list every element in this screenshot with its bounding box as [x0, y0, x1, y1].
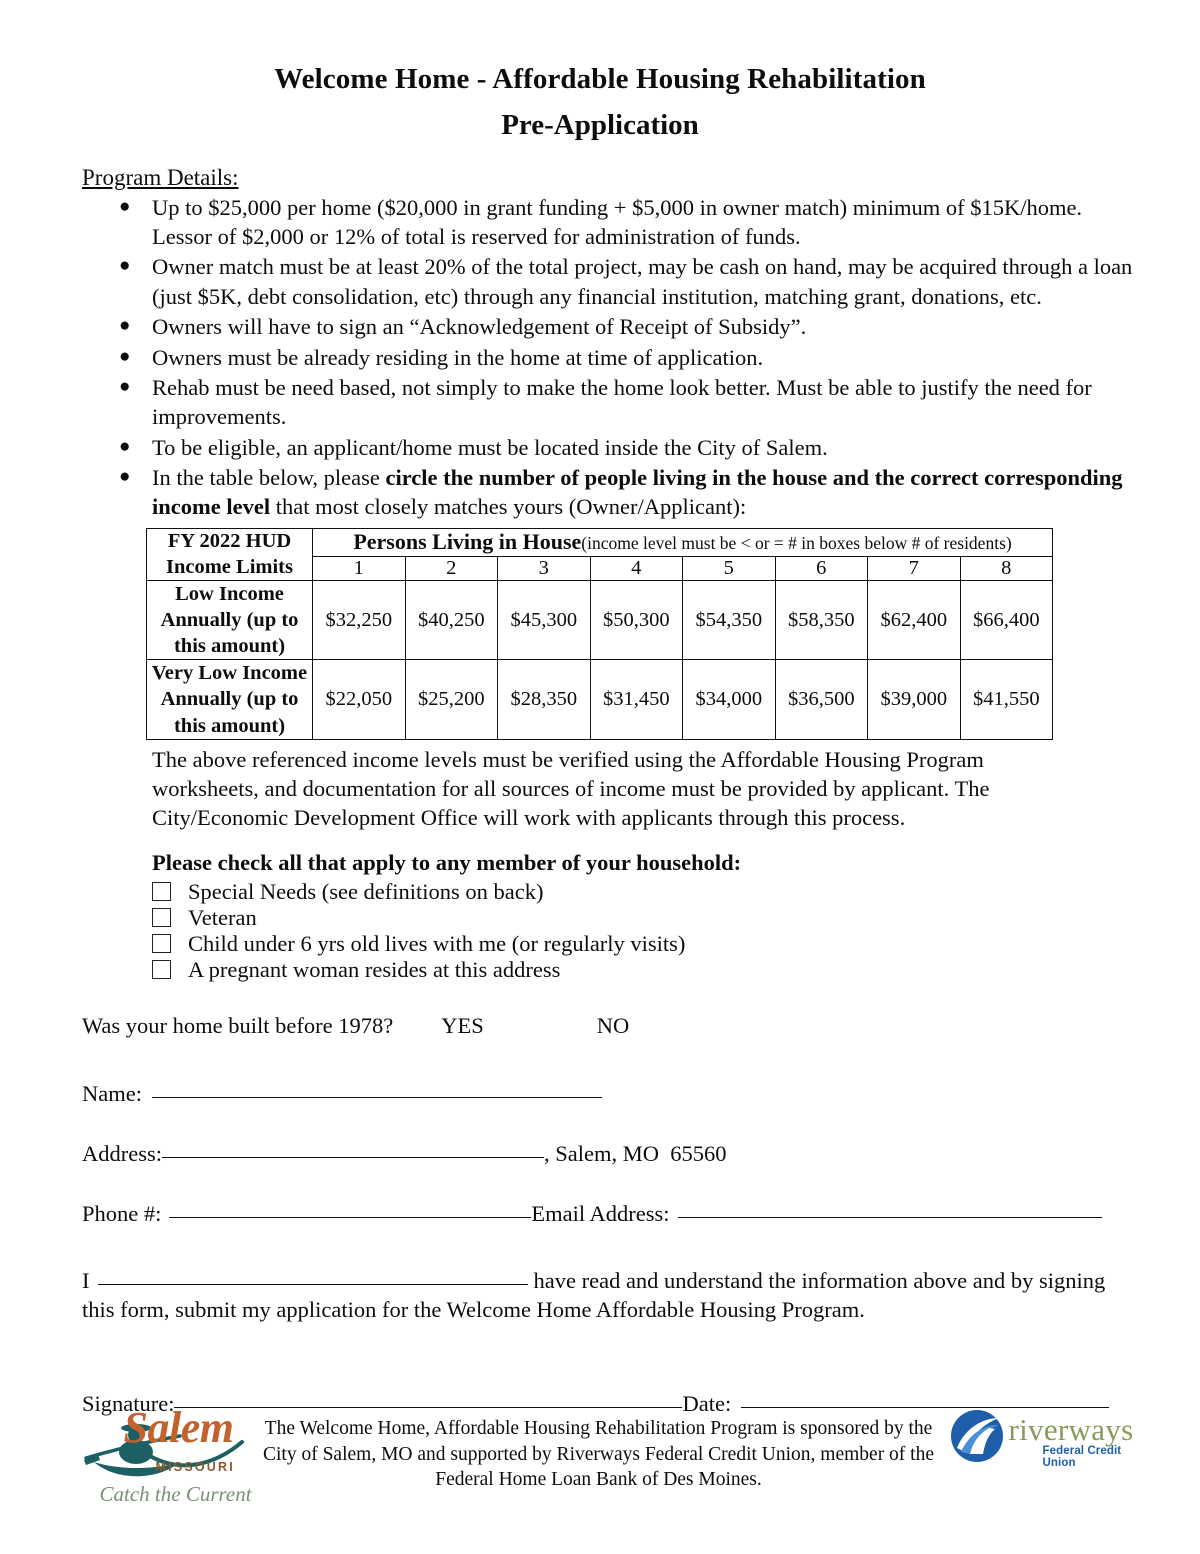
- list-item: [119, 373, 1136, 432]
- row-label-very-low-income: Very Low Income Annually (up to this amount): [147, 660, 313, 739]
- riverways-logo: [947, 1398, 1137, 1480]
- span-header-note: (income level must be < or = # in boxes below # of residents): [581, 533, 1012, 554]
- cell-verylow-2: $25,200: [405, 660, 498, 739]
- name-label: Name:: [82, 1080, 142, 1106]
- date-label: Date:: [682, 1391, 732, 1417]
- column-header-2: 2: [405, 557, 498, 581]
- table-row: [147, 528, 1053, 556]
- page-title: Welcome Home - Affordable Housing Rehabilitation: [274, 63, 926, 95]
- cell-verylow-8: $41,550: [960, 660, 1053, 739]
- span-header-bold: Persons Living in House: [353, 529, 582, 555]
- household-heading: Please check all that apply to any member of your household:: [152, 849, 742, 875]
- salem-city-logo: [84, 1398, 259, 1516]
- email-input[interactable]: [678, 1217, 1102, 1218]
- cell-verylow-6: $36,500: [775, 660, 868, 739]
- bullet-text: Owner match must be at least 20% of the total project, may be cash on hand, may be acquired through a loan (just $5K, debt consolidation, etc) through any financial institution, matching grant, donations, etc.: [152, 254, 1133, 309]
- instruction-emphasis: circle the number of people living in the house and the correct corresponding income level: [152, 464, 1123, 520]
- bullet-icon: ●: [119, 375, 131, 397]
- riverways-wave-icon: [949, 1408, 1005, 1464]
- acknowledgement-paragraph: [82, 1266, 1136, 1325]
- riverways-wordmark: riverways: [1008, 1412, 1134, 1447]
- bullet-icon: ●: [119, 435, 131, 457]
- form-fields: [0, 1012, 1200, 1418]
- sponsor-text: The Welcome Home, Affordable Housing Rehabilitation Program is sponsored by the City of Salem, MO and supported by Riverways Federal Credit Union, member of the Federal Home Loan Bank of Des Moines.: [263, 1418, 934, 1491]
- cell-low-3: $45,300: [498, 581, 591, 660]
- list-item: [119, 433, 1136, 462]
- cell-low-5: $54,350: [683, 581, 776, 660]
- checkbox-veteran[interactable]: [152, 908, 171, 927]
- phone-email-row: [82, 1200, 1200, 1227]
- checkbox-label: Special Needs (see definitions on back): [188, 878, 544, 904]
- name-row: [82, 1080, 1200, 1107]
- cell-low-7: $62,400: [868, 581, 961, 660]
- cell-low-1: $32,250: [313, 581, 406, 660]
- list-item: [119, 343, 1136, 372]
- table-span-header: [313, 528, 1053, 556]
- bullet-text: Rehab must be need based, not simply to make the home look better. Must be able to justify the need for improvements.: [152, 374, 1092, 430]
- table-row-low-income: [147, 581, 1053, 660]
- cell-verylow-3: $28,350: [498, 660, 591, 739]
- table-row-very-low-income: [147, 660, 1053, 739]
- bullet-icon: ●: [119, 315, 131, 337]
- no-option[interactable]: NO: [596, 1012, 630, 1038]
- ack-name-input[interactable]: [98, 1284, 528, 1285]
- bullet-text: Owners will have to sign an “Acknowledgement of Receipt of Subsidy”.: [152, 314, 807, 340]
- checkbox-pregnant-woman[interactable]: [152, 960, 171, 979]
- program-details-list: [0, 193, 1200, 522]
- checkbox-label: Veteran: [188, 904, 257, 930]
- checkbox-label: Child under 6 yrs old lives with me (or regularly visits): [188, 930, 686, 956]
- cell-verylow-5: $34,000: [683, 660, 776, 739]
- address-row: [82, 1140, 1200, 1167]
- name-input[interactable]: [152, 1097, 602, 1098]
- ack-tail: have read and understand the information above and by signing this form, submit my application for the Welcome Home Affordable Housing Program.: [82, 1267, 1106, 1323]
- bullet-text: Up to $25,000 per home ($20,000 in grant funding + $5,000 in owner match) minimum of $15K/home. Lessor of $2,000 or 12% of total is reserved for administration of funds.: [152, 194, 1083, 250]
- instruction-lead: In the table below, please: [152, 464, 386, 490]
- salem-state-label: MISSOURI: [155, 1460, 235, 1474]
- column-header-8: 8: [960, 557, 1053, 581]
- signature-label: Signature:: [82, 1391, 175, 1417]
- address-label: Address:: [82, 1140, 162, 1166]
- bullet-icon: ●: [119, 345, 131, 367]
- column-header-6: 6: [775, 557, 868, 581]
- salem-tagline: Catch the Current: [99, 1482, 252, 1506]
- built-before-row: [82, 1012, 1200, 1039]
- verification-note: The above referenced income levels must be verified using the Affordable Housing Program worksheets, and documentation for all sources of income must be provided by applicant. The City/Economic Development Office will work with applicants through this process.: [152, 746, 990, 831]
- phone-label: Phone #:: [82, 1200, 162, 1226]
- cell-low-6: $58,350: [775, 581, 868, 660]
- address-input[interactable]: [162, 1157, 544, 1158]
- checkbox-child-under-6[interactable]: [152, 934, 171, 953]
- footer: [0, 1398, 1200, 1516]
- built-before-question: Was your home built before 1978?: [82, 1012, 394, 1038]
- list-item-table-instruction: [119, 463, 1136, 522]
- bullet-icon: ●: [119, 255, 131, 277]
- checkbox-label: A pregnant woman resides at this address: [188, 956, 561, 982]
- bullet-icon: ●: [119, 195, 131, 217]
- phone-input[interactable]: [169, 1217, 531, 1218]
- cell-low-2: $40,250: [405, 581, 498, 660]
- list-item: [119, 312, 1136, 341]
- instruction-tail: that most closely matches yours (Owner/Applicant):: [270, 494, 747, 520]
- cell-verylow-4: $31,450: [590, 660, 683, 739]
- income-limits-table: [146, 528, 1053, 740]
- checkbox-row-veteran[interactable]: [152, 905, 1200, 931]
- list-item: [119, 193, 1136, 252]
- column-header-3: 3: [498, 557, 591, 581]
- row-label-low-income: Low Income Annually (up to this amount): [147, 581, 313, 660]
- page-subtitle: Pre-Application: [501, 109, 699, 142]
- household-checkbox-list: [0, 879, 1200, 983]
- cell-low-8: $66,400: [960, 581, 1053, 660]
- cell-verylow-7: $39,000: [868, 660, 961, 739]
- checkbox-row-child-under-6[interactable]: [152, 931, 1200, 957]
- cell-verylow-1: $22,050: [313, 660, 406, 739]
- bullet-icon: ●: [119, 465, 131, 487]
- column-header-7: 7: [868, 557, 961, 581]
- riverways-tagline: Federal Credit Union: [1042, 1445, 1122, 1469]
- table-corner-label: FY 2022 HUD Income Limits: [147, 528, 313, 581]
- program-details-heading: Program Details:: [82, 164, 239, 190]
- bullet-text: Owners must be already residing in the home at time of application.: [152, 344, 764, 370]
- title-block: [0, 0, 1200, 144]
- checkbox-row-pregnant-woman[interactable]: [152, 957, 1200, 983]
- column-header-1: 1: [313, 557, 406, 581]
- checkbox-special-needs[interactable]: [152, 882, 171, 901]
- ack-lead: I: [82, 1267, 90, 1293]
- bullet-text: To be eligible, an applicant/home must be located inside the City of Salem.: [152, 434, 828, 460]
- column-header-4: 4: [590, 557, 683, 581]
- list-item: [119, 252, 1136, 311]
- address-suffix: , Salem, MO 65560: [544, 1140, 727, 1166]
- checkbox-row-special-needs[interactable]: [152, 879, 1200, 905]
- salem-wordmark: Salem: [123, 1403, 234, 1452]
- column-header-5: 5: [683, 557, 776, 581]
- income-table-wrapper: [146, 528, 1052, 740]
- cell-low-4: $50,300: [590, 581, 683, 660]
- yes-option[interactable]: YES: [441, 1012, 484, 1038]
- email-label: Email Address:: [531, 1200, 670, 1226]
